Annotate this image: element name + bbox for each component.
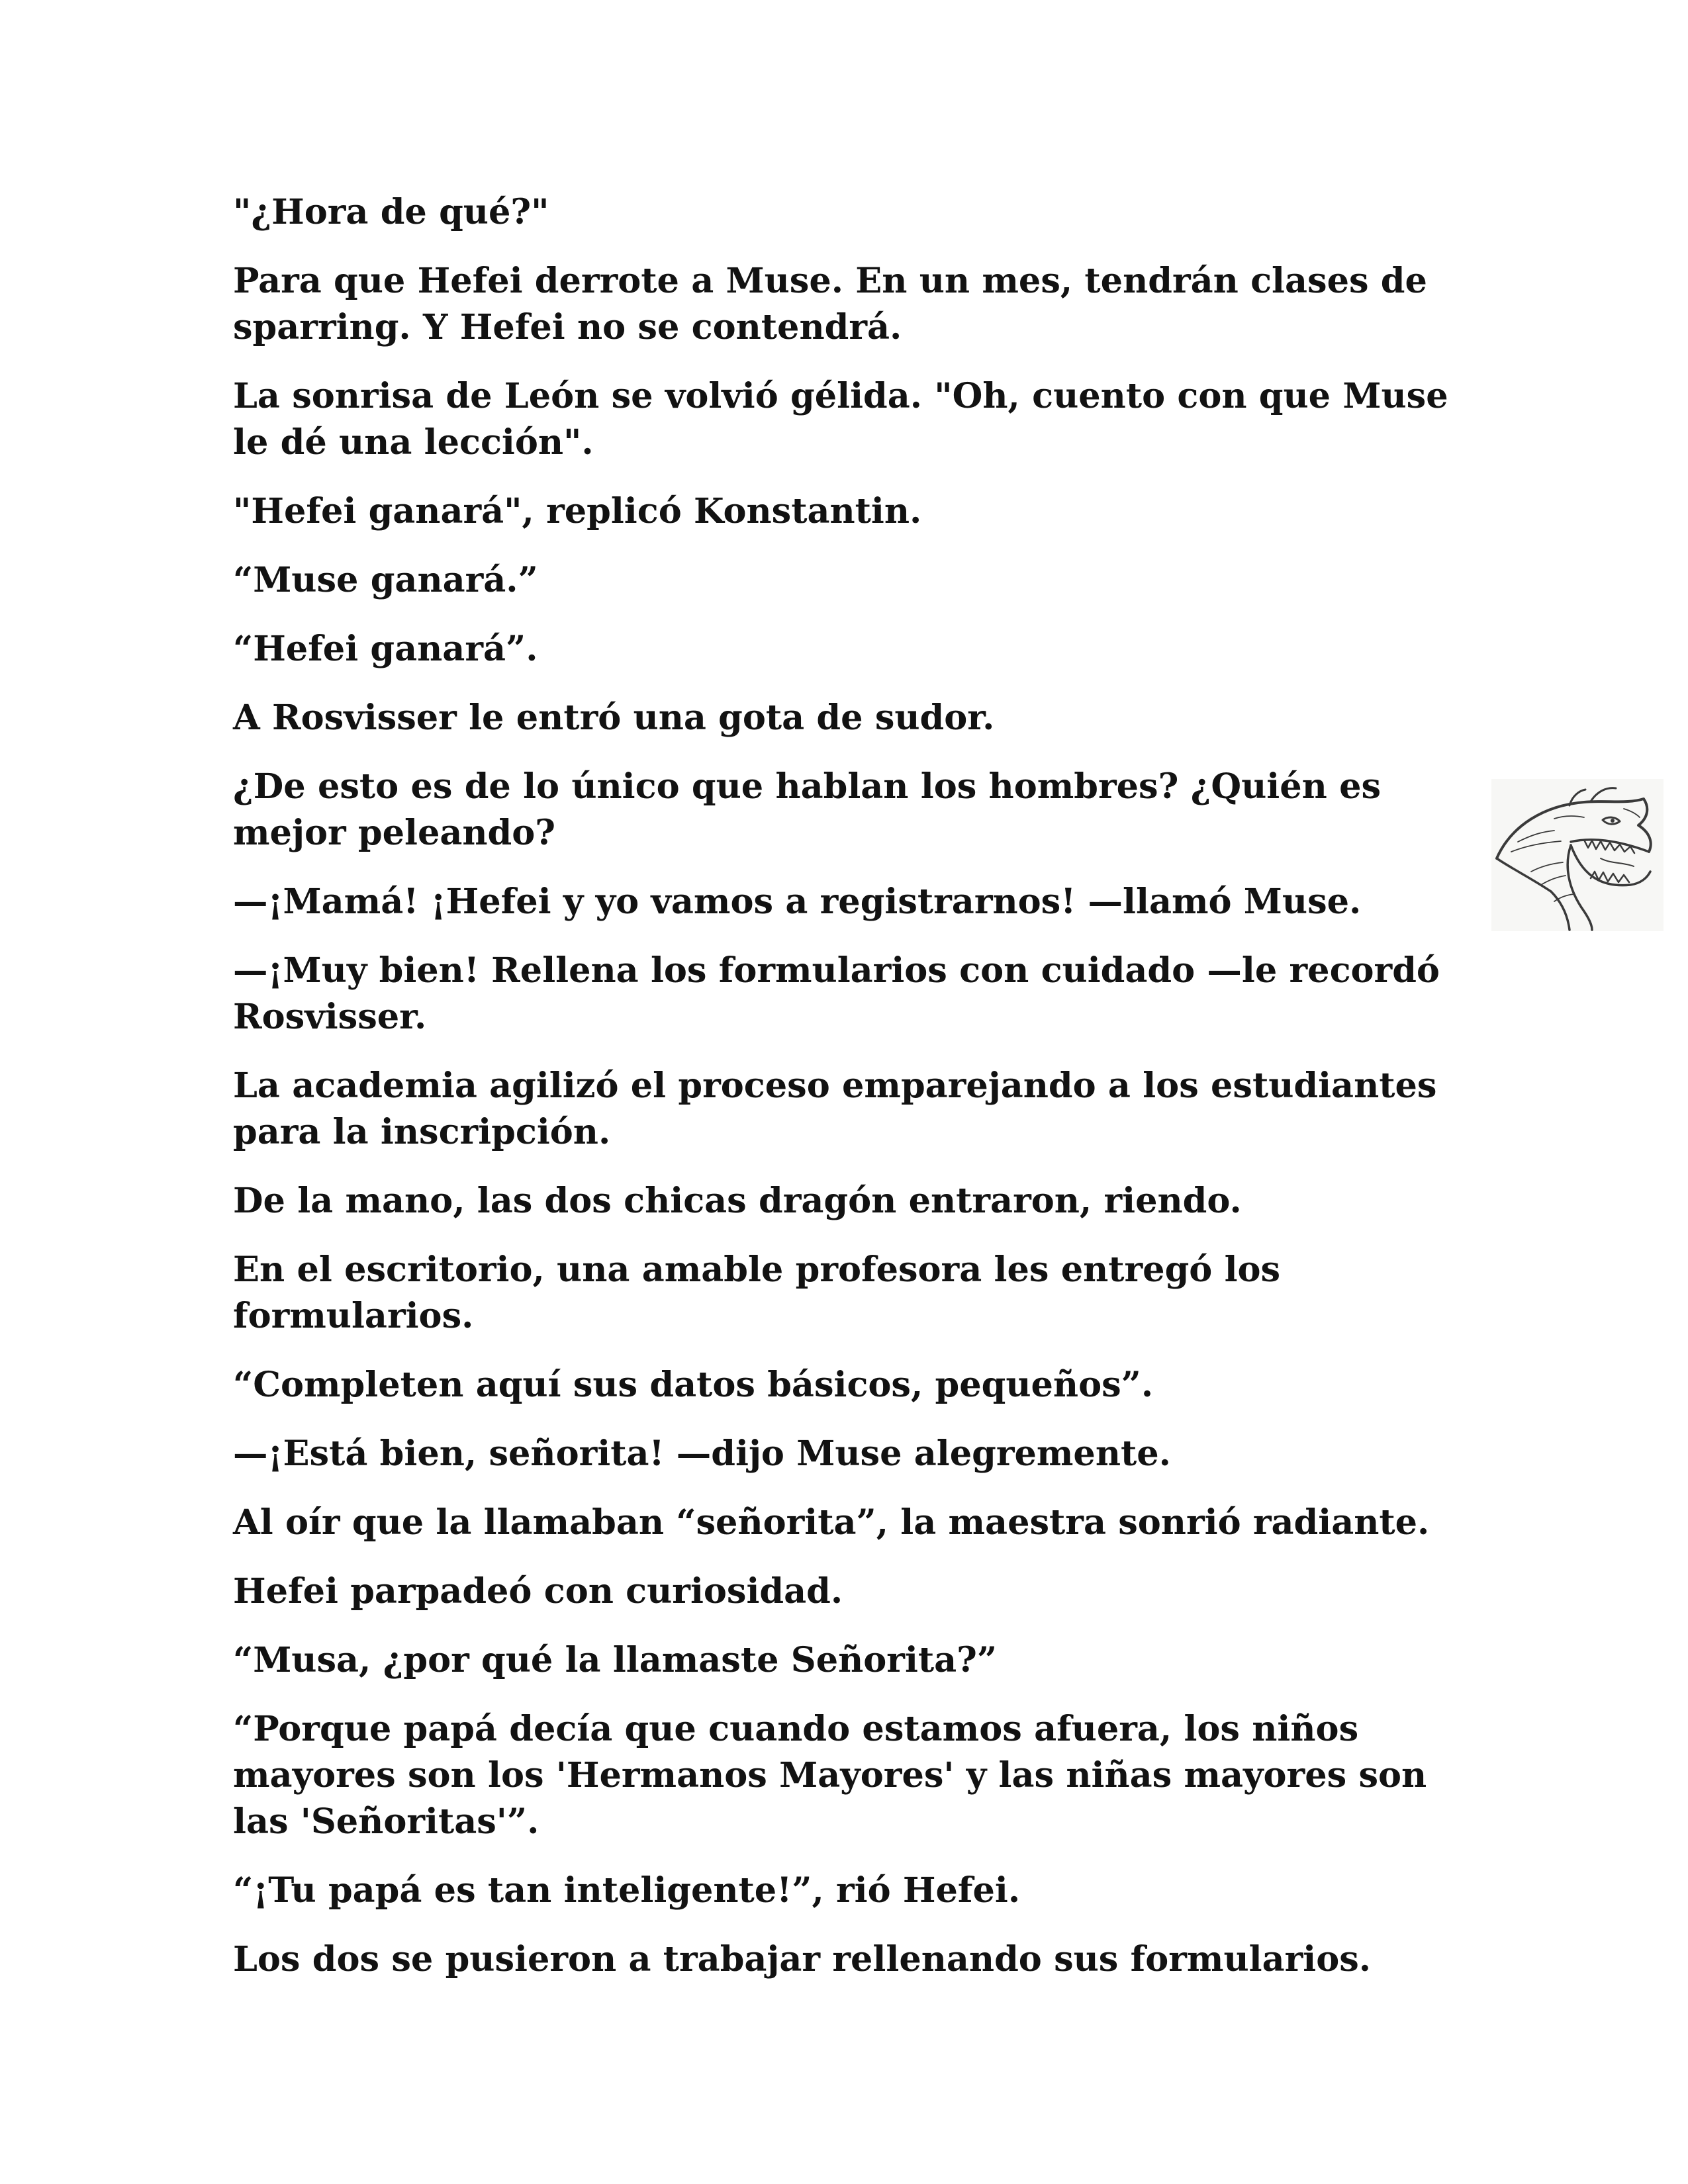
paragraph: Los dos se pusieron a trabajar rellenando sus formularios. (233, 1939, 1372, 1979)
body-text (233, 189, 1451, 2005)
paragraph: “Hefei ganará”. (233, 629, 538, 669)
paragraph: Para que Hefei derrote a Muse. En un mes, tendrán clases de sparring. Y Hefei no se contendrá. (233, 261, 1427, 347)
paragraph: “Muse ganará.” (233, 560, 538, 600)
paragraph: "Hefei ganará", replicó Konstantin. (233, 491, 922, 531)
paragraph: “Completen aquí sus datos básicos, pequeños”. (233, 1365, 1154, 1405)
paragraph: De la mano, las dos chicas dragón entraron, riendo. (233, 1181, 1242, 1221)
dragon-head-sketch-icon (1491, 779, 1664, 931)
paragraph: A Rosvisser le entró una gota de sudor. (233, 698, 995, 738)
paragraph: —¡Mamá! ¡Hefei y yo vamos a registrarnos! —llamó Muse. (233, 882, 1362, 922)
paragraph: En el escritorio, una amable profesora les entregó los formularios. (233, 1250, 1281, 1336)
paragraph: ¿De esto es de lo único que hablan los hombres? ¿Quién es mejor peleando? (233, 766, 1382, 853)
paragraph: La sonrisa de León se volvió gélida. "Oh, cuento con que Muse le dé una lección". (233, 376, 1448, 463)
paragraph: “Musa, ¿por qué la llamaste Señorita?” (233, 1640, 998, 1680)
paragraph: —¡Muy bien! Rellena los formularios con cuidado —le recordó Rosvisser. (233, 950, 1440, 1037)
paragraph: La academia agilizó el proceso emparejando a los estudiantes para la inscripción. (233, 1066, 1437, 1152)
paragraph: “Porque papá decía que cuando estamos afuera, los niños mayores son los 'Hermanos Mayores' y las niñas mayores son las 'Señoritas'”. (233, 1709, 1427, 1842)
paragraph: "¿Hora de qué?" (233, 192, 549, 232)
paragraph: Al oír que la llamaban “señorita”, la maestra sonrió radiante. (233, 1502, 1430, 1543)
paragraph: “¡Tu papá es tan inteligente!”, rió Hefei. (233, 1870, 1021, 1911)
paragraph: —¡Está bien, señorita! —dijo Muse alegremente. (233, 1433, 1171, 1474)
paragraph: Hefei parpadeó con curiosidad. (233, 1571, 843, 1612)
